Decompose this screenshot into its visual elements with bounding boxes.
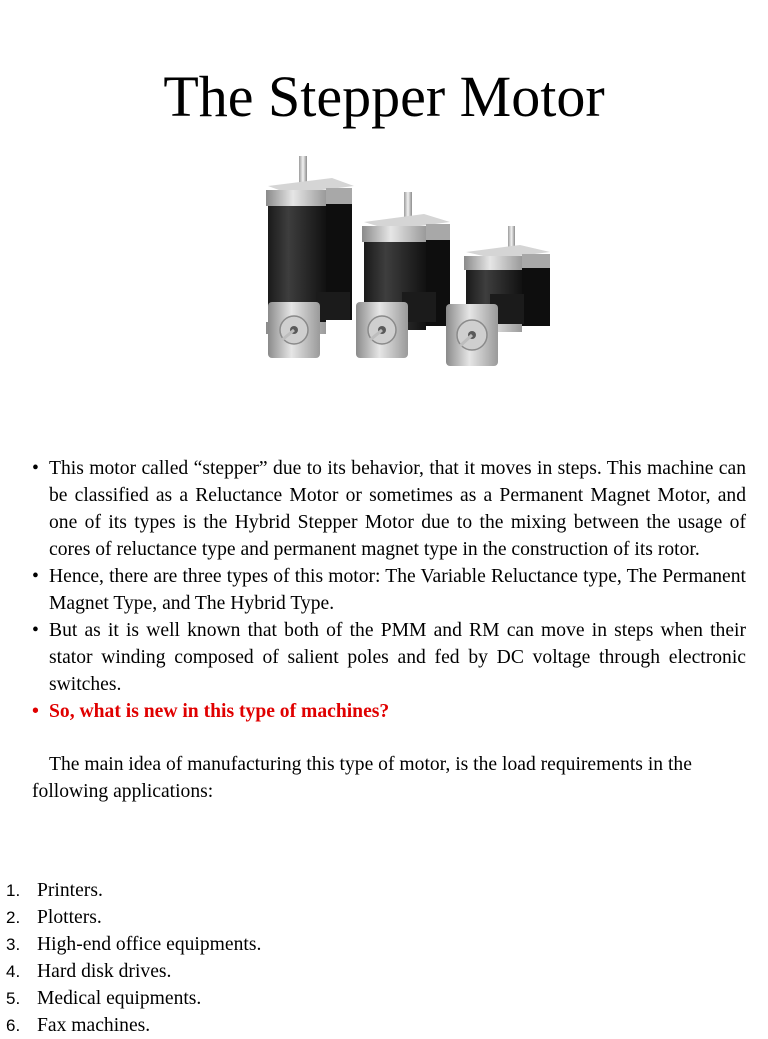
bullet-text: This motor called “stepper” due to its behavior, that it moves in steps. This machine can be classified as a Reluctance Motor or sometimes as a Permanent Magnet Motor, and one of its types is the Hybrid Stepper Motor due to the mixing between the usage of cores of reluctance type and permanent magnet type in the construction of its rotor.: [49, 458, 746, 560]
list-item: [6, 958, 506, 985]
list-label: Fax machines.: [37, 1015, 151, 1036]
bullet-list: [32, 455, 746, 725]
list-label: Plotters.: [37, 907, 102, 928]
bullet-glyph: •: [32, 458, 39, 479]
applications-list: [6, 877, 506, 1039]
bullet-item: [32, 455, 746, 563]
bullet-item: [32, 563, 746, 617]
list-label: Printers.: [37, 880, 103, 901]
list-number: 4.: [6, 962, 21, 981]
list-item: [6, 904, 506, 931]
list-item: [6, 985, 506, 1012]
list-item: [6, 931, 506, 958]
bullet-text: Hence, there are three types of this motor: The Variable Reluctance type, The Permanent Magnet Type, and The Hybrid Type.: [49, 566, 746, 614]
bullet-glyph: •: [32, 620, 39, 641]
list-number: 3.: [6, 935, 21, 954]
list-number: 6.: [6, 1016, 21, 1035]
bullet-text: So, what is new in this type of machines?: [49, 701, 390, 722]
intro-paragraph: The main idea of manufacturing this type of motor, is the load requirements in the following applications:: [32, 754, 692, 802]
list-item: [6, 1012, 506, 1039]
list-item: [6, 877, 506, 904]
list-label: Hard disk drives.: [37, 961, 172, 982]
bullet-item: [32, 617, 746, 698]
list-number: 2.: [6, 908, 21, 927]
page-title: The Stepper Motor: [163, 64, 605, 129]
list-label: High-end office equipments.: [37, 934, 262, 955]
bullet-glyph: •: [32, 701, 39, 722]
list-label: Medical equipments.: [37, 988, 202, 1009]
highlighted-question: [32, 698, 746, 725]
bullet-glyph: •: [32, 566, 39, 587]
list-number: 5.: [6, 989, 21, 1008]
list-number: 1.: [6, 881, 21, 900]
stepper-motors-image: [254, 152, 564, 372]
bullet-text: But as it is well known that both of the PMM and RM can move in steps when their stator winding composed of salient poles and fed by DC voltage through electronic switches.: [49, 620, 746, 695]
